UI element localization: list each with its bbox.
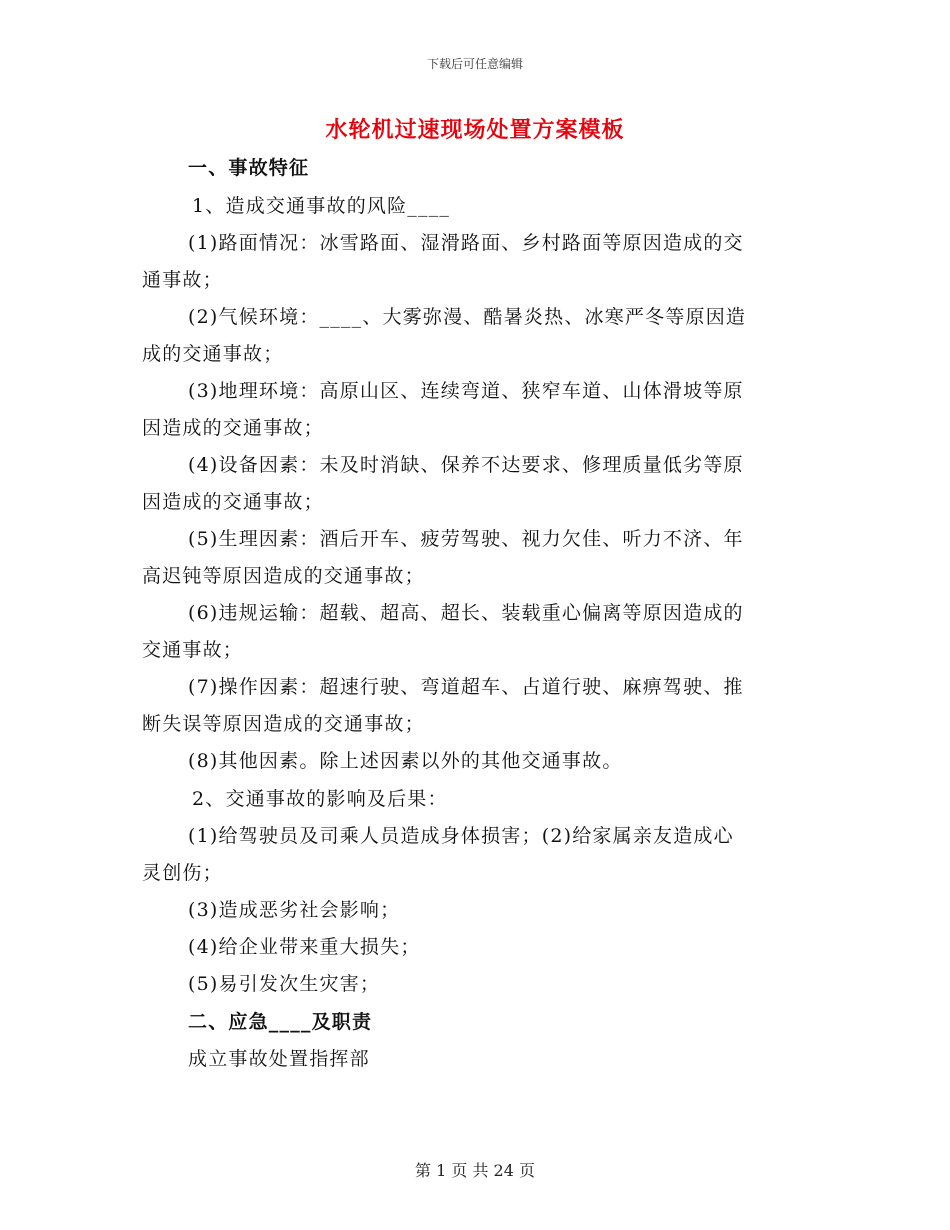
paragraph-line: 高迟钝等原因造成的交通事故； bbox=[142, 565, 425, 587]
paragraph-line: 交通事故； bbox=[142, 639, 244, 661]
section-heading-1: 一、事故特征 bbox=[188, 157, 310, 179]
paragraph-line: (5)生理因素：酒后开车、疲劳驾驶、视力欠佳、听力不济、年 bbox=[188, 528, 744, 550]
paragraph-line: (3)地理环境：高原山区、连续弯道、狭窄车道、山体滑坡等原 bbox=[188, 380, 744, 402]
paragraph-line: 断失误等原因造成的交通事故； bbox=[142, 713, 425, 735]
paragraph-line: (5)易引发次生灾害； bbox=[188, 973, 381, 995]
paragraph-line: (2)气候环境：____、大雾弥漫、酷暑炎热、冰寒严冬等原因造 bbox=[188, 306, 747, 328]
section-heading-2: 二、应急____及职责 bbox=[188, 1011, 373, 1033]
paragraph-line: 通事故； bbox=[142, 269, 223, 291]
paragraph-line: (1)给驾驶员及司乘人员造成身体损害；(2)给家属亲友造成心 bbox=[188, 825, 734, 847]
paragraph-line: (7)操作因素：超速行驶、弯道超车、占道行驶、麻痹驾驶、推 bbox=[188, 676, 744, 698]
paragraph-line: (1)路面情况：冰雪路面、湿滑路面、乡村路面等原因造成的交 bbox=[188, 232, 744, 254]
page-footer: 第 1 页 共 24 页 bbox=[415, 1161, 535, 1180]
subheading-consequences: 2、交通事故的影响及后果： bbox=[192, 788, 448, 810]
paragraph-line: 灵创伤； bbox=[142, 862, 223, 884]
paragraph-line: 成的交通事故； bbox=[142, 343, 284, 365]
paragraph-line: (3)造成恶劣社会影响； bbox=[188, 899, 401, 921]
paragraph-line: (8)其他因素。除上述因素以外的其他交通事故。 bbox=[188, 750, 623, 772]
header-note: 下载后可任意编辑 bbox=[426, 57, 523, 71]
subheading-risk: 1、造成交通事故的风险____ bbox=[192, 195, 451, 217]
paragraph-line: (4)给企业带来重大损失； bbox=[188, 936, 421, 958]
paragraph-line: (6)违规运输：超载、超高、超长、装载重心偏离等原因造成的 bbox=[188, 602, 744, 624]
paragraph-line: (4)设备因素：未及时消缺、保养不达要求、修理质量低劣等原 bbox=[188, 454, 744, 476]
paragraph-line: 因造成的交通事故； bbox=[142, 491, 324, 513]
paragraph-line: 成立事故处置指挥部 bbox=[188, 1048, 370, 1070]
document-title: 水轮机过速现场处置方案模板 bbox=[325, 117, 625, 143]
paragraph-line: 因造成的交通事故； bbox=[142, 417, 324, 439]
